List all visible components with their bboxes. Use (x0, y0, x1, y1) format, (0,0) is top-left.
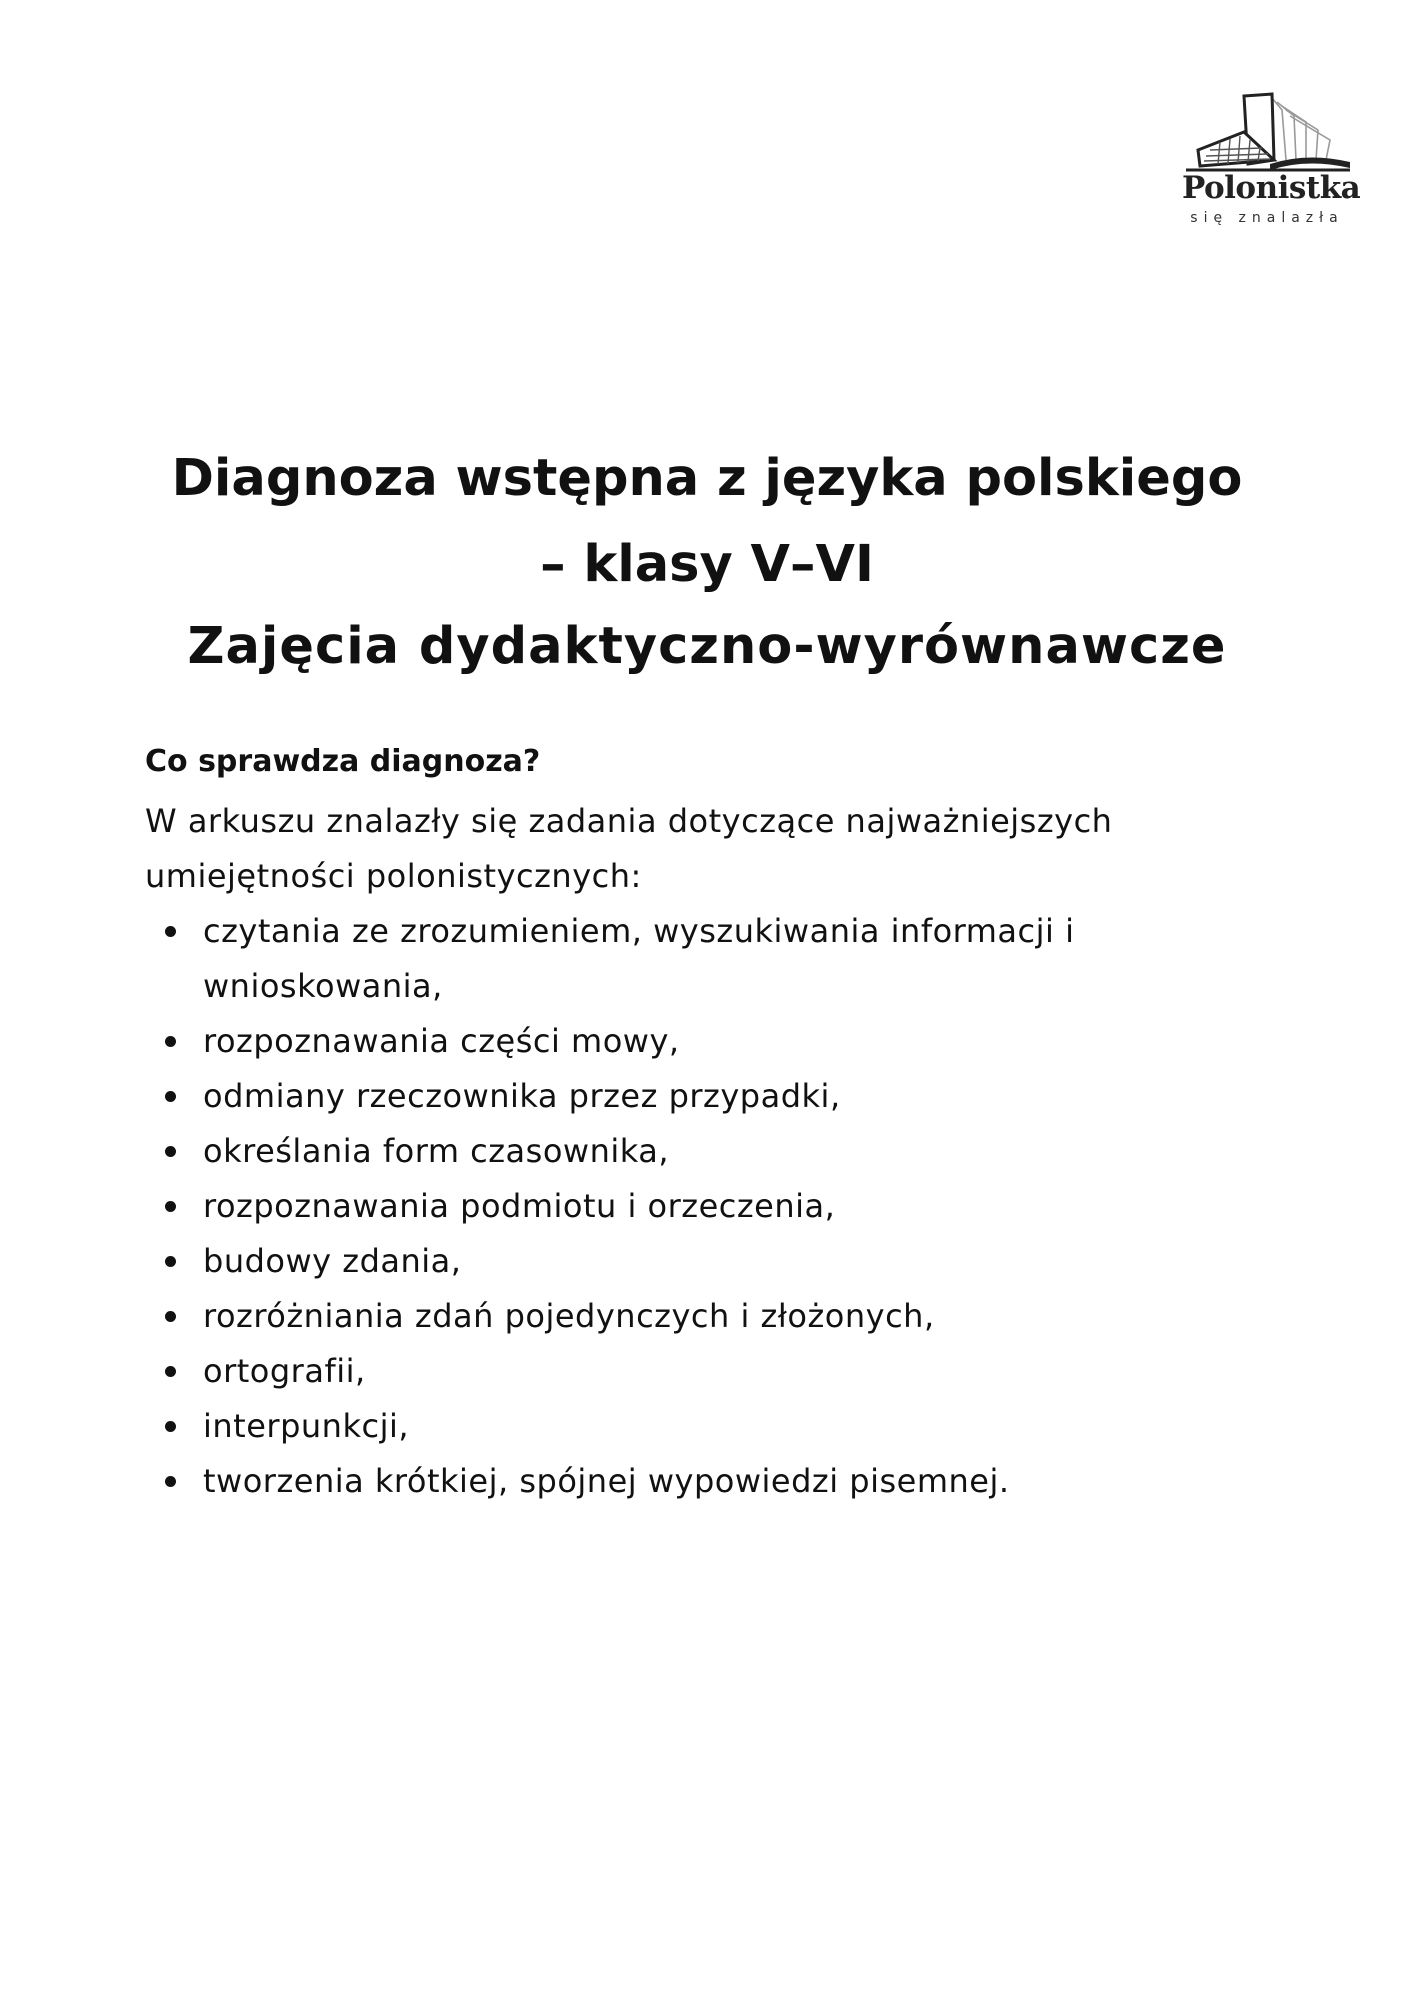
page-title-line-1: Diagnoza wstępna z języka polskiego (171, 449, 1243, 508)
page-title-line-2: – klasy V–VI (540, 535, 874, 594)
list-item: odmiany rzeczownika przez przypadki, (145, 1069, 1285, 1124)
list-item: rozróżniania zdań pojedynczych i złożonych, (145, 1289, 1285, 1344)
list-item: czytania ze zrozumieniem, wyszukiwania informacji i wnioskowania, (145, 904, 1285, 1014)
list-item: rozpoznawania części mowy, (145, 1014, 1285, 1069)
list-item: rozpoznawania podmiotu i orzeczenia, (145, 1179, 1285, 1234)
page-subtitle: Zajęcia dydaktyczno-wyrównawcze (187, 617, 1227, 676)
brand-logo (1182, 90, 1361, 230)
list-item: budowy zdania, (145, 1234, 1285, 1289)
list-item: ortografii, (145, 1344, 1285, 1399)
section-heading: Co sprawdza diagnoza? (145, 744, 541, 779)
logo-tagline: się znalazła (1190, 210, 1344, 226)
laptop-book-icon (1182, 90, 1352, 176)
list-item: określania form czasownika, (145, 1124, 1285, 1179)
skills-list (145, 904, 1285, 1509)
logo-name: Polonistka (1182, 170, 1361, 206)
list-item: tworzenia krótkiej, spójnej wypowiedzi pisemnej. (145, 1454, 1285, 1509)
list-item: interpunkcji, (145, 1399, 1285, 1454)
section-intro: W arkuszu znalazły się zadania dotyczące najważniejszych umiejętności polonistycznych: (145, 802, 1113, 895)
